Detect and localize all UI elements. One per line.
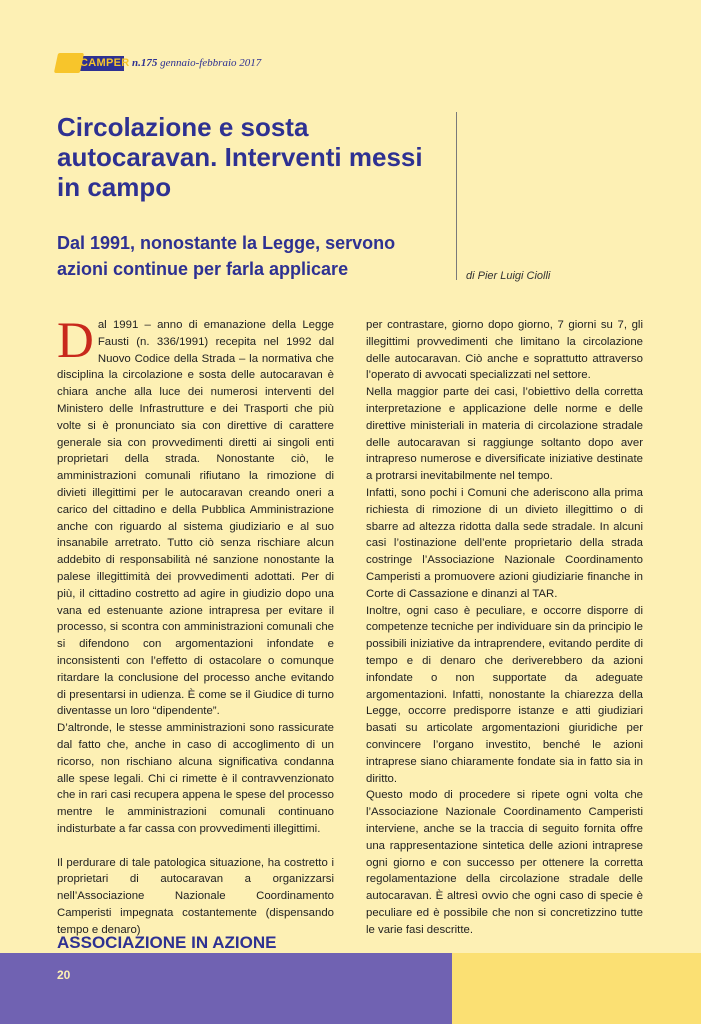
section-label: ASSOCIAZIONE IN AZIONE [57,933,277,952]
magazine-header [56,52,261,74]
paragraph-text: al 1991 – anno di emanazione della Legge Fausti (n. 336/1991) recepita nel 1992 dal Nuovo Codice della Strada – la normativa che disciplina la circolazione e sosta delle autocaravan è chiara anche alla luce dei numerosi interventi del Ministero delle Infrastrutture e dei Trasporti che più volte si è pronunciato sia con direttive di carattere generale sia con provvedimenti diretti ai singoli enti proprietari della strada. Nonostante ciò, le amministrazioni comunali rifiutano la rimozione di divieti illegittimi per le autocaravan creando oneri a carico del cittadino e della Pubblica Amministrazione anche con riguardo al sistema giudiziario e al suo insanabile arretrato. Tutto ciò senza rischiare alcun addebito di responsabilità né sanzione nonostante la palese illegittimità dei provvedimenti adottati. Per di più, il cittadino costretto ad agire in giudizio dopo una vana ed estenuante azione intrapresa per evitare il processo, si scontra con amministrazioni comunali che si difendono con argomentazioni infondate e inconsistenti con l’effetto di ostacolare o comunque ritardare la conclusione del processo anche evitando di presentarsi in udienza. È come se il Giudice di turno diventasse un loro “dipendente”. [57,319,334,718]
drop-cap: D [57,313,94,369]
article-subtitle: Dal 1991, nonostante la Legge, servono azioni continue per farla applicare [57,233,396,279]
paragraph: Il perdurare di tale patologica situazione, ha costretto i proprietari di autocaravan a organizzarsi nell’Associazione Nazionale Coordinamento Camperisti impegnata costantemente (dispensando tempo e denaro) [57,856,334,936]
paragraph [57,313,334,720]
footer-band-purple [0,953,452,1024]
page-number: 20 [57,968,71,982]
issue-info [132,57,261,69]
text-column-left [57,313,334,938]
paragraph: Inoltre, ogni caso è peculiare, e occorre disporre di competenze tecniche per individuare sin da principio le possibili iniziative da intraprendere, evitando perdite di tempo e di denaro che deriverebbero da azioni infondate o non supportate da adeguate argomentazioni. Infatti, nonostante la chiarezza della Legge, occorre predisporre istanze e atti giudiziari basati su articolate argomentazioni giuridiche per convincere l’organo investito, benché le azioni intraprese siano chiaramente fondate sia in fatto sia in diritto. [366,604,643,785]
paragraph: per contrastare, giorno dopo giorno, 7 giorni su 7, gli illegittimi provvedimenti che limitano la circolazione delle autocaravan. Ciò anche e soprattutto attraverso l’operato di avvocati specializzati nel settore. [366,319,643,382]
paragraph: D’altronde, le stesse amministrazioni sono rassicurate dal fatto che, anche in caso di accoglimento di un ricorso, non rischiano alcuna significativa condanna alle spese legali. Chi ci rimette è il contravvenzionato che in rari casi recupera appena le spese del processo mentre le amministrazioni comunali continuano indisturbate a far cassa con provvedimenti illegittimi. [57,722,334,835]
article-author: di Pier Luigi Ciolli [466,270,551,282]
incamper-logo [56,53,130,73]
vertical-divider [456,112,457,280]
paragraph: Questo modo di procedere si ripete ogni volta che l’Associazione Nazionale Coordinamento Camperisti interviene, anche se la traccia di seguito fornita offre una rappresentazione sintetica delle azioni intraprese ogni giorno e con successo per ottenere la corretta regolamentazione della circolazione stradale delle autocaravan. È altresì ovvio che ogni caso di specie è peculiare ed è possibile che non si concretizzino tutte le varie fasi descritte. [366,789,643,936]
text-column-right [366,317,643,938]
paragraph: Infatti, sono pochi i Comuni che aderiscono alla prima richiesta di rimozione di un divieto illegittimo o di sbarre ad altezza ridotta dalla sede stradale. In alcuni casi l’ostinazione dell’ente proprietario della strada costringe l’Associazione Nazionale Coordinamento Camperisti a promuovere azioni giudiziarie finanche in Corte di Cassazione e dinanzi al TAR. [366,486,643,600]
issue-number: n.175 [132,57,158,69]
article-title: Circolazione e sosta autocaravan. Interventi messi in campo [57,112,423,202]
issue-date: gennaio-febbraio 2017 [157,57,262,69]
paragraph: Nella maggior parte dei casi, l’obiettivo della corretta interpretazione e applicazione delle norme e delle direttive ministeriali in materia di circolazione stradale delle autocaravan si raggiunge soltanto dopo aver intrapreso numerose e diversificate iniziative destinate a protrarsi inevitabilmente nel tempo. [366,386,643,483]
logo-text: CAMPER [80,57,130,69]
